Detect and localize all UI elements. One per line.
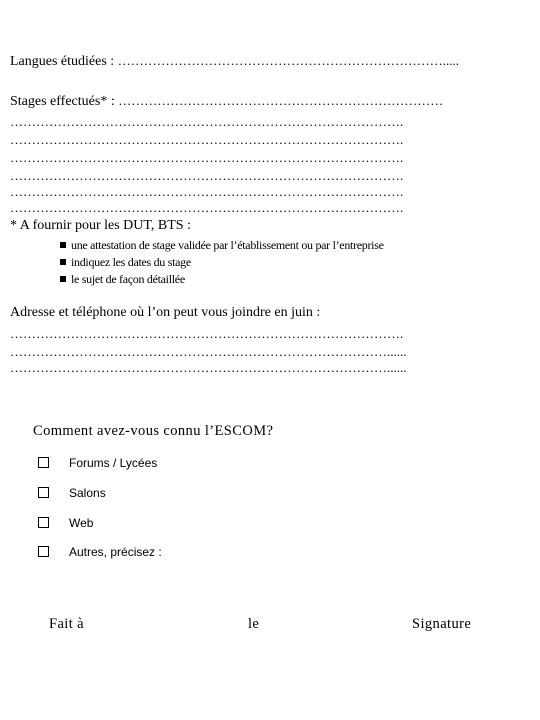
option-label: Salons: [69, 486, 106, 500]
stages-dot-line: ……………………………………………………………………………….: [10, 200, 404, 215]
bullet-square-icon: [60, 276, 66, 282]
option-label: Forums / Lycées: [69, 456, 158, 470]
stages-dot-line: ……………………………………………………………………………….: [10, 168, 404, 183]
stages-field: [10, 93, 443, 110]
bullet-text: indiquez les dates du stage: [71, 255, 191, 269]
langues-dots: ………………………………………………………………….....: [117, 53, 459, 68]
bullet-text: une attestation de stage validée par l’établissement ou par l’entreprise: [71, 238, 384, 252]
option-label: Autres, précisez :: [69, 545, 162, 559]
signature-label: Signature: [412, 616, 472, 632]
bullet-item: [60, 255, 191, 270]
fait-a-label: Fait à: [49, 616, 85, 632]
checkbox-forums[interactable]: [38, 457, 49, 468]
stages-dot-line: ……………………………………………………………………………….: [10, 184, 404, 199]
adresse-label: Adresse et téléphone où l’on peut vous joindre en juin :: [10, 305, 321, 320]
langues-label: Langues étudiées :: [10, 54, 118, 69]
bullet-square-icon: [60, 242, 66, 248]
stages-dot-line: ……………………………………………………………………………….: [10, 114, 404, 129]
checkbox-autres[interactable]: [38, 546, 49, 557]
adresse-dot-line: ……………………………………………………………………………......: [10, 344, 407, 359]
adresse-dot-line: ……………………………………………………………………………….: [10, 326, 404, 341]
bullet-item: [60, 272, 185, 287]
checkbox-web[interactable]: [38, 517, 49, 528]
stages-dot-line: ……………………………………………………………………………….: [10, 132, 404, 147]
bullet-item: [60, 238, 384, 253]
stages-label: Stages effectués* :: [10, 94, 119, 109]
stages-note: * A fournir pour les DUT, BTS :: [10, 218, 191, 233]
question-title: Comment avez-vous connu l’ESCOM?: [33, 423, 274, 439]
bullet-square-icon: [60, 259, 66, 265]
option-label: Web: [69, 516, 94, 530]
stages-dots-first: …………………………………………………………………: [118, 93, 444, 108]
langues-field: [10, 53, 459, 70]
bullet-text: le sujet de façon détaillée: [71, 272, 185, 286]
le-label: le: [248, 616, 260, 632]
adresse-dot-line: ……………………………………………………………………………......: [10, 360, 407, 375]
checkbox-salons[interactable]: [38, 487, 49, 498]
stages-dot-line: ……………………………………………………………………………….: [10, 150, 404, 165]
